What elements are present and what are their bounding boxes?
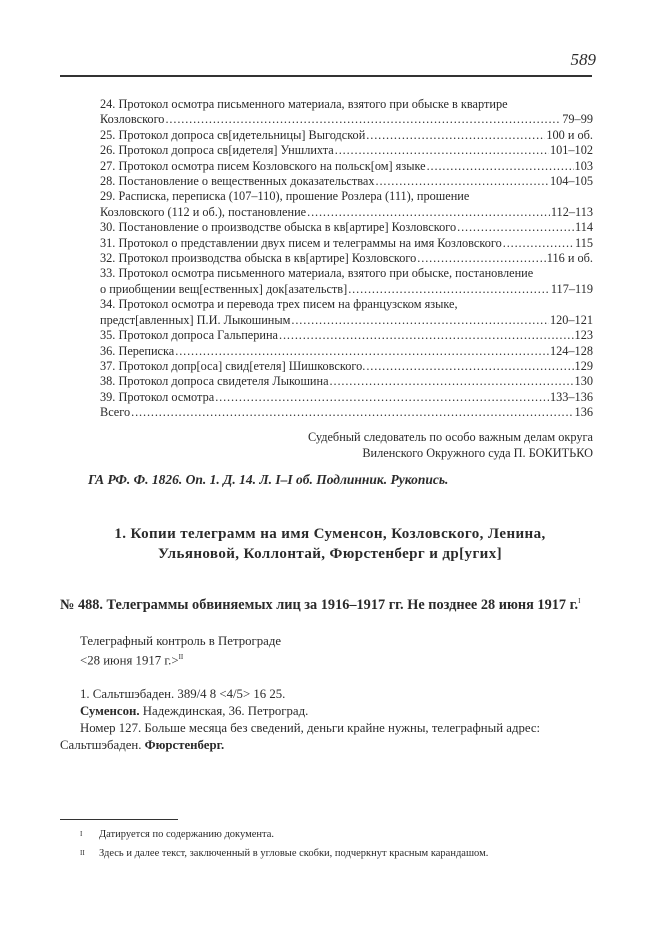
toc-leader-dots — [307, 205, 550, 220]
toc-entry — [100, 205, 593, 220]
document-title — [60, 592, 590, 615]
header-rule — [60, 75, 592, 77]
toc-entry-title: 37. Протокол допр[оса] свид[етеля] Шишковского. — [100, 358, 366, 373]
toc-leader-dots — [165, 112, 561, 127]
document-title-text: № 488. Телеграммы обвиняемых лиц за 1916–1917 гг. Не позднее 28 июня 1917 г. — [60, 596, 579, 613]
toc-entry-pages: 120–121 — [549, 312, 593, 327]
telegram-addressee — [60, 703, 590, 720]
toc-entry — [100, 159, 593, 174]
toc-entry — [100, 390, 593, 405]
table-of-contents — [100, 97, 593, 421]
archive-reference: ГА РФ. Ф. 1826. Оп. 1. Д. 14. Л. I–I об. Подлинник. Рукопись. — [88, 472, 449, 487]
toc-entry-title: 25. Протокол допроса св[идетельницы] Выгодской — [100, 127, 366, 142]
document-origin — [80, 634, 281, 668]
footnote-ref-2[interactable]: II — [178, 652, 184, 661]
toc-entry-title: о приобщении вещ[ественных] док[азательств] — [100, 281, 348, 296]
section-title — [60, 524, 600, 564]
toc-entry — [100, 313, 593, 328]
toc-leader-dots — [330, 374, 574, 389]
toc-leader-dots — [417, 251, 546, 266]
toc-entry-pages: 129 — [574, 358, 593, 373]
addressee-name: Суменсон. — [80, 704, 140, 718]
toc-entry-title: 36. Переписка — [100, 343, 175, 358]
toc-entry-pages: 117–119 — [550, 281, 593, 296]
toc-entry-pages: 123 — [574, 328, 593, 343]
toc-entry — [100, 405, 593, 420]
toc-leader-dots — [348, 282, 550, 297]
toc-entry-pages: 116 и об. — [546, 251, 593, 266]
toc-entry-title: 31. Протокол о представлении двух писем и телеграммы на имя Козловского — [100, 235, 502, 250]
footnote-mark: II — [80, 849, 85, 857]
footnote — [60, 844, 600, 863]
toc-entry-title: 32. Протокол производства обыска в кв[артире] Козловского — [100, 251, 417, 266]
toc-entry-title: Всего — [100, 405, 131, 420]
toc-leader-dots — [427, 159, 574, 174]
toc-entry — [100, 143, 593, 158]
toc-entry-pages: 112–113 — [550, 204, 593, 219]
toc-entry-line: 24. Протокол осмотра письменного материала, взятого при обыске в квартире — [100, 97, 508, 111]
page-number: 589 — [570, 50, 596, 69]
telegram-message — [60, 720, 590, 754]
toc-leader-dots — [366, 359, 573, 374]
toc-entry — [100, 251, 593, 266]
toc-entry-pages: 136 — [574, 405, 593, 420]
toc-leader-dots — [335, 143, 549, 158]
toc-entry-pages: 130 — [574, 374, 593, 389]
toc-entry-title: 30. Постановление о производстве обыска в кв[артире] Козловского — [100, 220, 457, 235]
toc-leader-dots — [503, 236, 574, 251]
toc-entry — [100, 374, 593, 389]
footnote-rule — [60, 819, 178, 820]
toc-entry-pages: 115 — [575, 235, 593, 250]
message-text: Номер 127. Больше месяца без сведений, деньги крайне нужны, телеграфный адрес: Сальтшэбаден. — [60, 721, 541, 752]
toc-entry-pages: 124–128 — [549, 343, 593, 358]
footnotes — [60, 825, 600, 863]
toc-entry-line: 34. Протокол осмотра и перевода трех писем на французском языке, — [100, 297, 458, 312]
toc-entry — [100, 282, 593, 297]
toc-leader-dots — [366, 128, 545, 143]
toc-entry-pages: 114 — [575, 220, 593, 235]
toc-entry-line: 33. Протокол осмотра письменного материала, взятого при обыске, постановление — [100, 266, 534, 281]
telegram-header: 1. Сальтшэбаден. 389/4 8 <4/5> 16 25. — [80, 687, 286, 701]
toc-entry-title: 28. Постановление о вещественных доказательствах — [100, 174, 375, 189]
toc-entry — [100, 128, 593, 143]
toc-entry-title: 27. Протокол осмотра писем Козловского на польск[ом] языке — [100, 158, 426, 173]
toc-entry-pages: 101–102 — [549, 143, 593, 158]
toc-entry-pages: 100 и об. — [546, 127, 593, 142]
footnote — [60, 825, 600, 844]
toc-leader-dots — [215, 390, 549, 405]
signature-line-1: Судебный следователь по особо важным делам округа — [307, 430, 593, 444]
origin-line-1: Телеграфный контроль в Петрограде — [80, 634, 282, 648]
toc-entry — [100, 174, 593, 189]
addressee-address: Надеждинская, 36. Петроград. — [139, 704, 309, 718]
toc-entry-title: Козловского (112 и об.), постановление — [100, 204, 307, 219]
footnote-text: Здесь и далее текст, заключенный в угловые скобки, подчеркнут красным карандашом. — [99, 848, 489, 859]
toc-entry — [100, 359, 593, 374]
toc-entry-line: 29. Расписка, переписка (107–110), прошение Розлера (111), прошение — [100, 189, 470, 204]
toc-entry-pages: 133–136 — [549, 389, 593, 404]
toc-entry-title: предст[авленных] П.И. Лыкошиным — [100, 312, 291, 327]
toc-entry-pages: 79–99 — [562, 112, 593, 127]
footnote-mark: I — [80, 830, 83, 838]
toc-leader-dots — [457, 220, 574, 235]
toc-leader-dots — [291, 313, 549, 328]
toc-entry — [100, 344, 593, 359]
toc-leader-dots — [279, 328, 574, 343]
toc-entry-title: 35. Протокол допроса Гальперина — [100, 328, 279, 343]
toc-entry — [100, 328, 593, 343]
toc-entry-title: Козловского — [100, 112, 165, 127]
footnote-ref-1[interactable]: I — [578, 597, 581, 605]
toc-leader-dots — [175, 344, 549, 359]
telegram-text — [60, 686, 590, 754]
toc-entry-title: 39. Протокол осмотра — [100, 389, 215, 404]
toc-leader-dots — [131, 405, 573, 420]
section-title-line-1: 1. Копии телеграмм на имя Суменсон, Козловского, Ленина, — [114, 526, 546, 542]
toc-entry — [100, 220, 593, 235]
section-title-line-2: Ульяновой, Коллонтай, Фюрстенберг и др[угих] — [157, 546, 503, 562]
message-signature: Фюрстенберг. — [144, 738, 225, 752]
origin-line-2: <28 июня 1917 г.> — [80, 652, 179, 667]
toc-entry — [100, 112, 593, 127]
footnote-text: Датируется по содержанию документа. — [99, 829, 275, 840]
toc-leader-dots — [376, 174, 549, 189]
toc-entry-title: 38. Протокол допроса свидетеля Лыкошина — [100, 374, 329, 389]
signature-line-2: Виленского Окружного суда П. БОКИТЬКО — [362, 445, 593, 460]
toc-entry-pages: 104–105 — [549, 174, 593, 189]
signature-block — [308, 430, 593, 461]
toc-entry — [100, 236, 593, 251]
toc-entry-title: 26. Протокол допроса св[идетеля] Уншлихта — [100, 143, 334, 158]
toc-entry-pages: 103 — [574, 158, 593, 173]
